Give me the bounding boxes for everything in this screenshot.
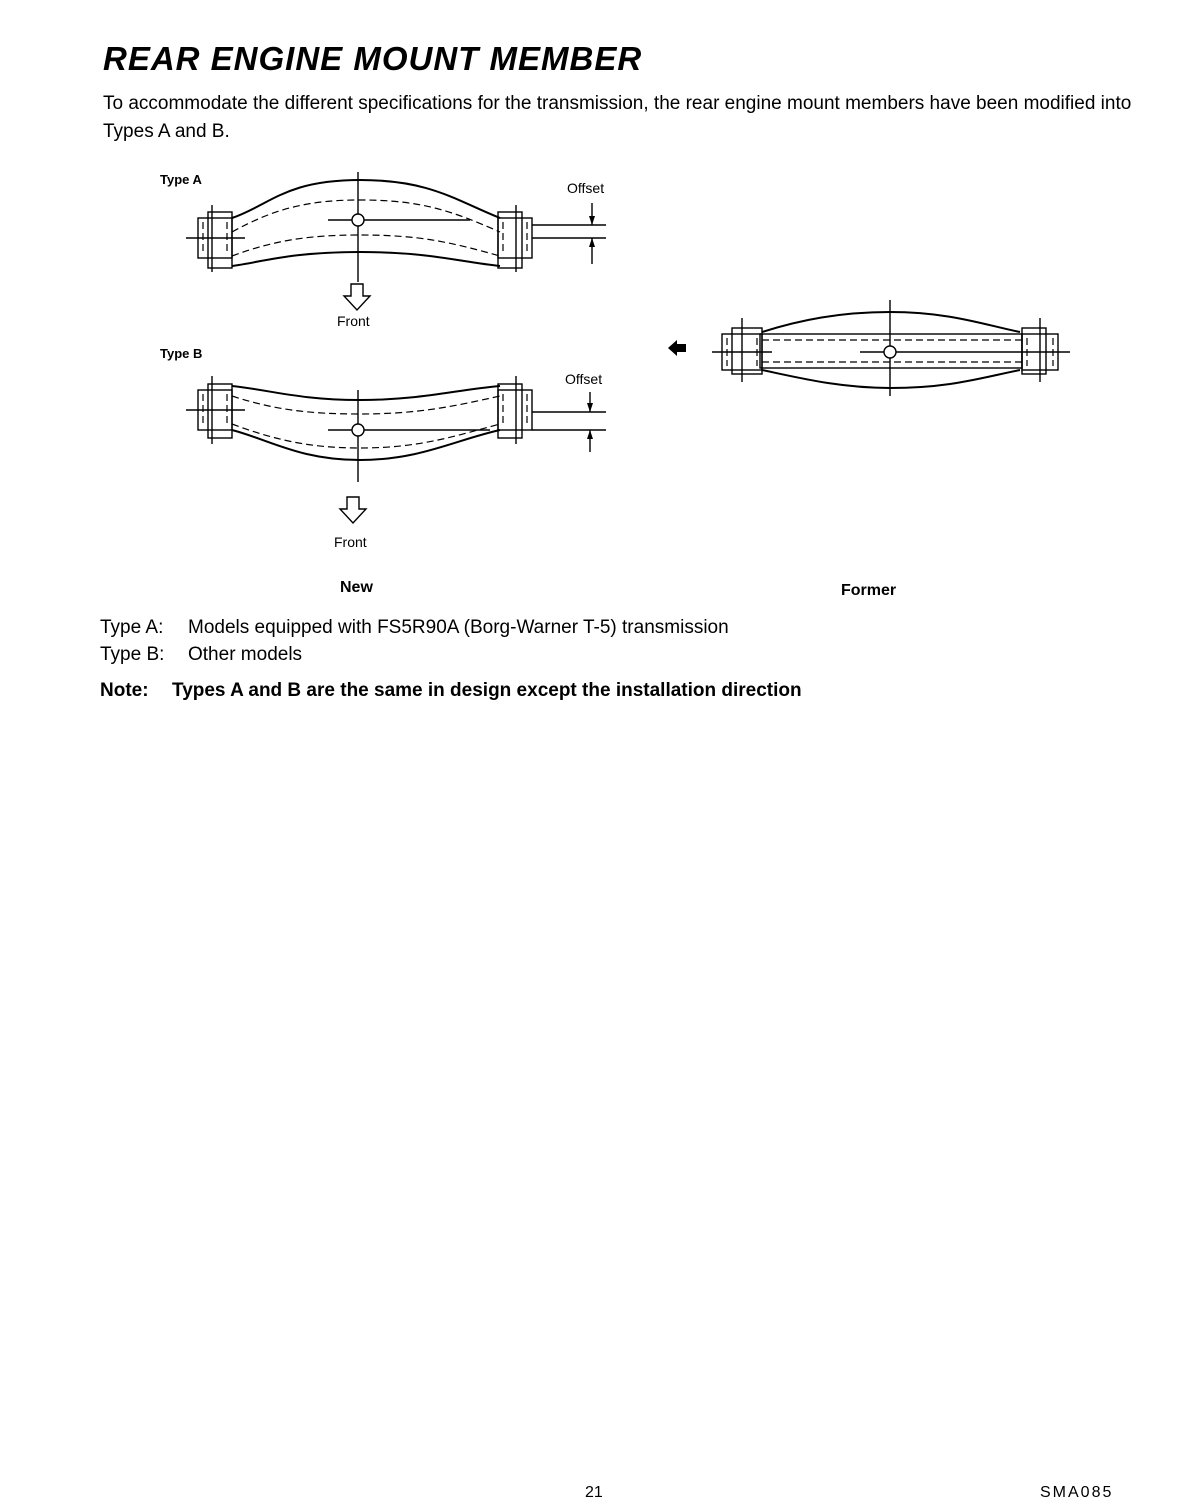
note (100, 680, 802, 702)
definition-text: Models equipped with FS5R90A (Borg-Warner T-5) transmission (188, 617, 729, 638)
definition-term: Type B: (100, 644, 165, 665)
left-arrow-icon (668, 340, 686, 356)
caption-former: Former (841, 582, 897, 599)
intro-paragraph: To accommodate the different specifications for the transmission, the rear engine mount members have been modified into Types A and B. (103, 93, 1132, 142)
definition-term: Type A: (100, 617, 164, 638)
definition-type-a (100, 614, 729, 641)
page-title: REAR ENGINE MOUNT MEMBER (103, 40, 643, 77)
front-label-a: Front (337, 313, 370, 329)
note-term: Note: (100, 680, 149, 701)
type-b-label: Type B (160, 346, 203, 361)
definition-type-b (100, 641, 729, 668)
front-label-b: Front (334, 534, 367, 550)
note-text: Types A and B are the same in design except the installation direction (172, 680, 802, 701)
type-a-drawing (186, 172, 606, 310)
page-number: 21 (585, 1484, 603, 1501)
type-b-drawing (186, 376, 606, 523)
page-code: SMA085 (1040, 1484, 1114, 1501)
type-a-label: Type A (160, 172, 202, 187)
definition-text: Other models (188, 644, 303, 665)
type-definitions (100, 614, 729, 668)
caption-new: New (340, 579, 373, 596)
offset-label-b: Offset (565, 371, 603, 387)
former-drawing (712, 300, 1070, 396)
offset-label-a: Offset (567, 180, 605, 196)
